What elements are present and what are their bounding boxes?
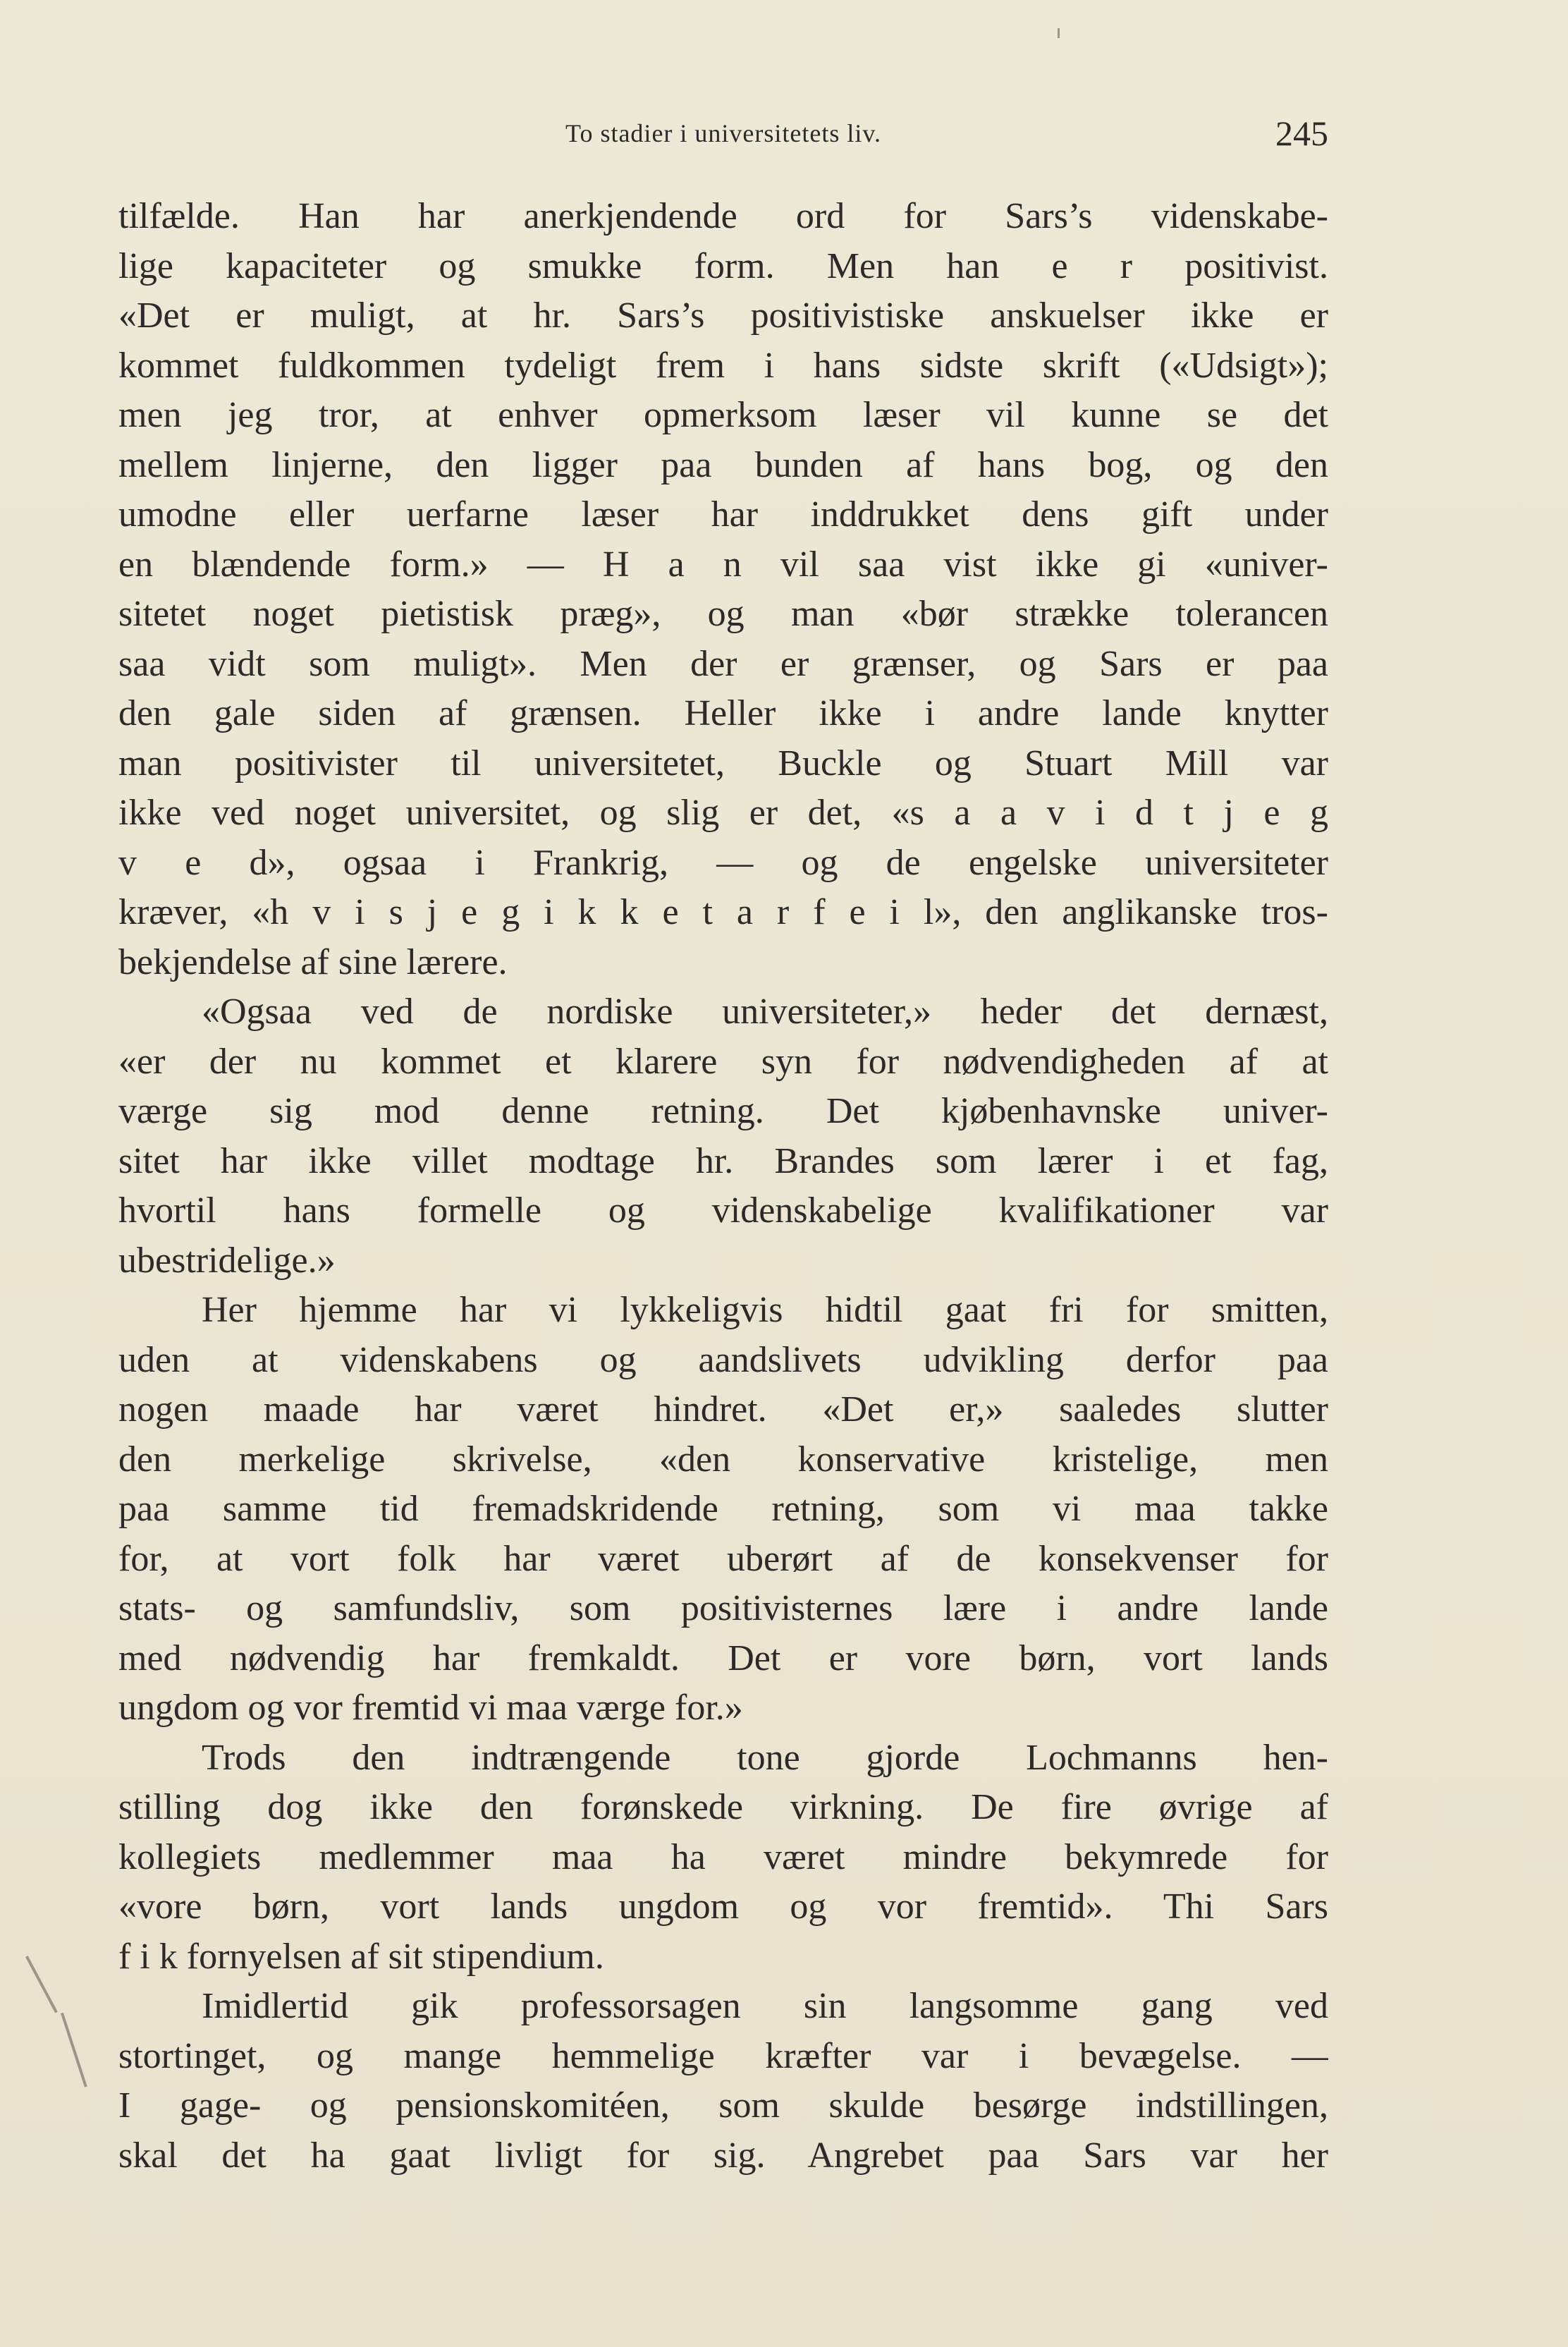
text-line: saa vidt som muligt». Men der er grænser, og Sars er paa xyxy=(118,643,1328,684)
text-line: umodne eller uerfarne læser har inddrukket dens gift under xyxy=(118,494,1328,535)
text-line: «vore børn, vort lands ungdom og vor fremtid». Thi Sars xyxy=(118,1886,1328,1927)
page-number: 245 xyxy=(1275,114,1328,153)
text-line: uden at videnskabens og aandslivets udvikling derfor paa xyxy=(118,1339,1328,1380)
text-line: den merkelige skrivelse, «den konservative kristelige, men xyxy=(118,1439,1328,1480)
text-line: med nødvendig har fremkaldt. Det er vore børn, vort lands xyxy=(118,1638,1328,1678)
text-line: v e d», ogsaa i Frankrig, — og de engelske universiteter xyxy=(118,842,1328,883)
text-line: en blændende form.» — H a n vil saa vist ikke gi «univer- xyxy=(118,544,1328,585)
text-line: kræver, «h v i s j e g i k k e t a r f e i l», den anglikanske tros- xyxy=(118,892,1328,932)
text-line: ubestridelige.» xyxy=(118,1240,336,1281)
body-text xyxy=(118,192,1328,2181)
margin-mark xyxy=(25,1956,58,2013)
text-line: værge sig mod denne retning. Det kjøbenhavnske univer- xyxy=(118,1091,1328,1131)
text-line: sitetet noget pietistisk præg», og man «bør strække tolerancen xyxy=(118,594,1328,634)
text-line: bekjendelse af sine lærere. xyxy=(118,941,508,982)
text-line: sitet har ikke villet modtage hr. Brandes som lærer i et fag, xyxy=(118,1140,1328,1181)
text-line: lige kapaciteter og smukke form. Men han e r positivist. xyxy=(118,245,1328,286)
text-line: «Det er muligt, at hr. Sars’s positivistiske anskuelser ikke er xyxy=(118,295,1328,336)
margin-mark xyxy=(61,2013,87,2087)
text-line: kommet fuldkommen tydeligt frem i hans sidste skrift («Udsigt»); xyxy=(118,345,1328,386)
running-title: To stadier i universitetets liv. xyxy=(565,119,882,147)
text-line: «Ogsaa ved de nordiske universiteter,» heder det dernæst, xyxy=(202,992,1328,1032)
text-line: man positivister til universitetet, Buckle og Stuart Mill var xyxy=(118,743,1328,784)
text-line: Her hjemme har vi lykkeligvis hidtil gaat fri for smitten, xyxy=(202,1290,1328,1330)
text-line: f i k fornyelsen af sit stipendium. xyxy=(118,1936,604,1977)
text-line: kollegiets medlemmer maa ha været mindre bekymrede for xyxy=(118,1836,1328,1877)
text-line: stortinget, og mange hemmelige kræfter var i bevægelse. — xyxy=(118,2035,1328,2076)
text-line: paa samme tid fremadskridende retning, som vi maa takke xyxy=(118,1489,1328,1529)
text-line: stats- og samfundsliv, som positivisternes lære i andre lande xyxy=(118,1588,1328,1628)
text-line: tilfælde. Han har anerkjendende ord for Sars’s videnskabe- xyxy=(118,196,1328,236)
text-line: Imidlertid gik professorsagen sin langsomme gang ved xyxy=(202,1986,1328,2026)
text-line: den gale siden af grænsen. Heller ikke i andre lande knytter xyxy=(118,693,1328,733)
text-line: hvortil hans formelle og videnskabelige kvalifikationer var xyxy=(118,1190,1328,1231)
text-line: ikke ved noget universitet, og slig er det, «s a a v i d t j e g xyxy=(118,793,1328,833)
text-line: ungdom og vor fremtid vi maa værge for.» xyxy=(118,1688,743,1728)
text-line: stilling dog ikke den forønskede virkning. De fire øvrige af xyxy=(118,1787,1328,1827)
text-line: Trods den indtrængende tone gjorde Lochmanns hen- xyxy=(202,1737,1328,1778)
text-line: «er der nu kommet et klarere syn for nødvendigheden af at xyxy=(118,1041,1328,1082)
text-line: I gage- og pensionskomitéen, som skulde besørge indstillingen, xyxy=(118,2085,1328,2126)
page-header xyxy=(118,113,1328,155)
text-line: mellem linjerne, den ligger paa bunden af hans bog, og den xyxy=(118,444,1328,485)
text-line: nogen maade har været hindret. «Det er,» saaledes slutter xyxy=(118,1389,1328,1429)
text-line: men jeg tror, at enhver opmerksom læser vil kunne se det xyxy=(118,395,1328,435)
text-line: skal det ha gaat livligt for sig. Angrebet paa Sars var her xyxy=(118,2135,1328,2176)
text-line: for, at vort folk har været uberørt af de konsekvenser for xyxy=(118,1538,1328,1579)
margin-mark xyxy=(1058,28,1060,38)
